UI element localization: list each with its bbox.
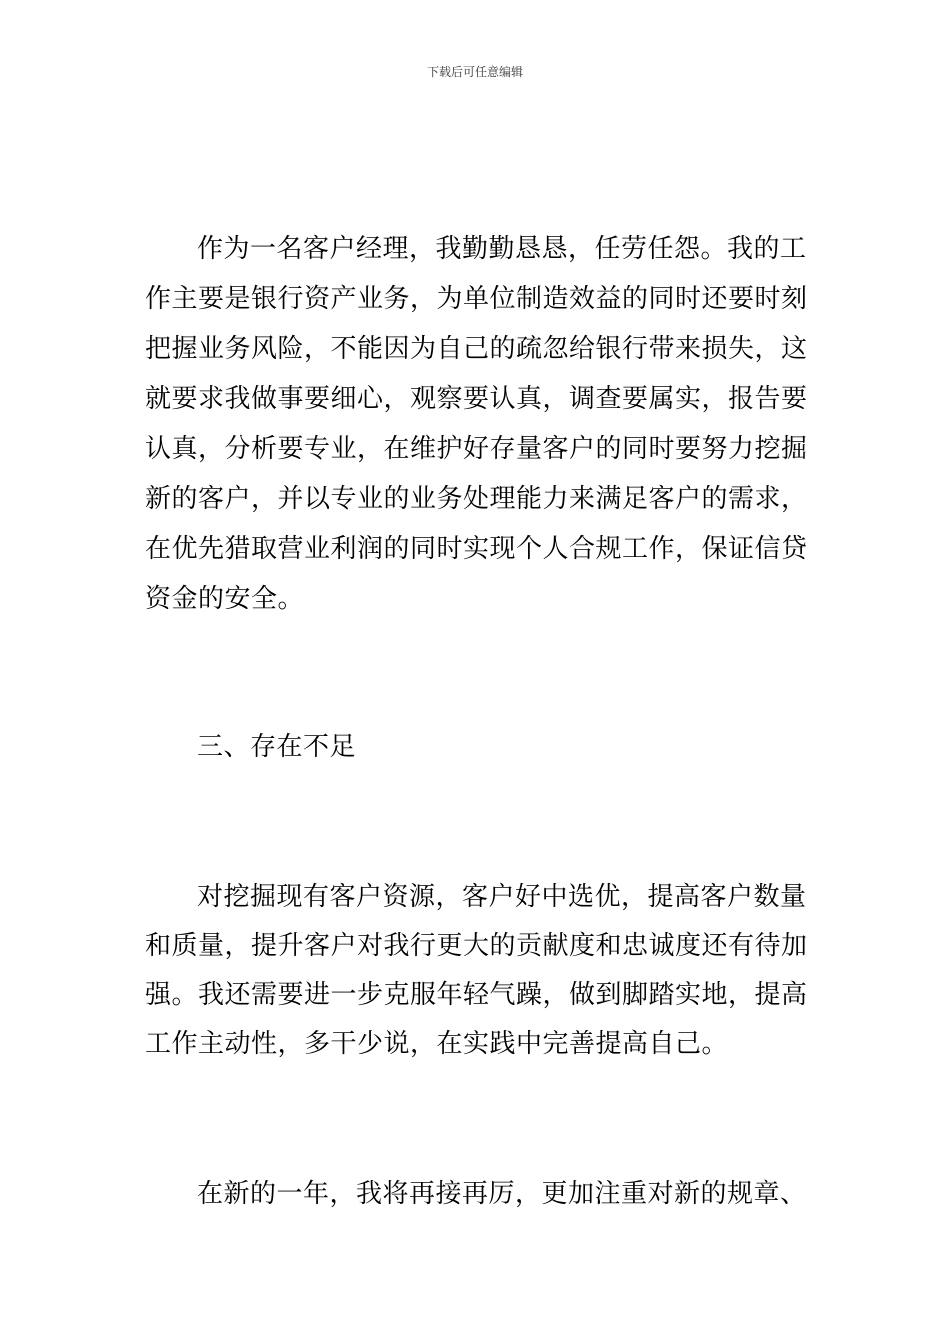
paragraph-1-line: 作主要是银行资产业务，为单位制造效益的同时还要时刻 <box>145 284 808 314</box>
paragraph-1-line: 就要求我做事要细心，观察要认真，调查要属实，报告要 <box>145 384 808 414</box>
paragraph-2-line: 工作主动性，多干少说，在实践中完善提高自己。 <box>145 1029 729 1059</box>
paragraph-2-line: 强。我还需要进一步克服年轻气躁，做到脚踏实地，提高 <box>145 980 808 1010</box>
paragraph-1-line: 新的客户，并以专业的业务处理能力来满足客户的需求， <box>145 484 808 514</box>
paragraph-1-line: 资金的安全。 <box>145 584 305 614</box>
page-header: 下载后可任意编辑 <box>426 65 523 79</box>
paragraph-3-line: 在新的一年，我将再接再厉，更加注重对新的规章、 <box>197 1179 807 1209</box>
section-heading: 三、存在不足 <box>197 732 357 762</box>
paragraph-1-line: 在优先猎取营业利润的同时实现个人合规工作，保证信贷 <box>145 534 808 564</box>
paragraph-2-line: 和质量，提升客户对我行更大的贡献度和忠诚度还有待加 <box>145 931 808 961</box>
paragraph-1-line: 把握业务风险，不能因为自己的疏忽给银行带来损失，这 <box>145 334 808 364</box>
paragraph-2-line: 对挖掘现有客户资源，客户好中选优，提高客户数量 <box>197 882 807 912</box>
paragraph-1-line: 认真，分析要专业，在维护好存量客户的同时要努力挖掘 <box>145 434 808 464</box>
paragraph-1-line: 作为一名客户经理，我勤勤恳恳，任劳任怨。我的工 <box>197 234 807 264</box>
